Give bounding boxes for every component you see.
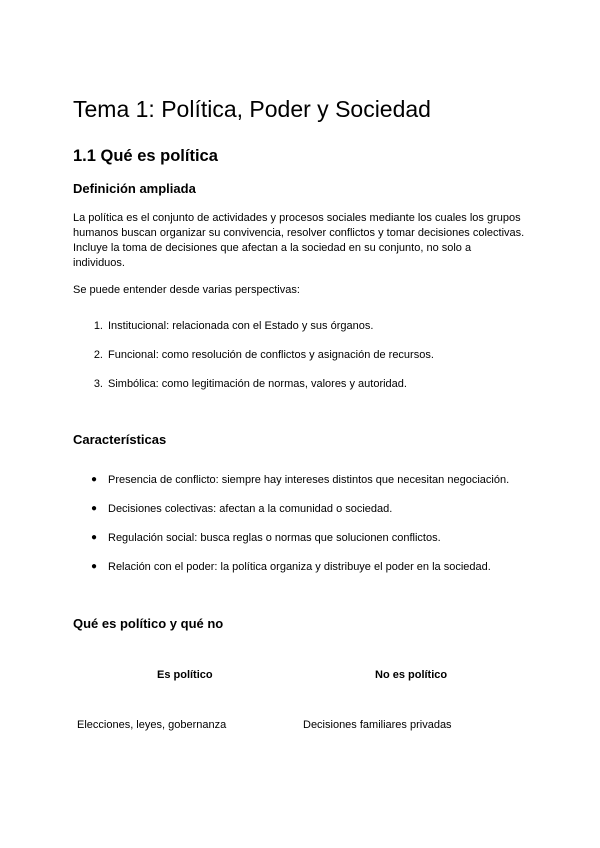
bullet-icon: ● xyxy=(91,532,98,543)
definition-heading: Definición ampliada xyxy=(73,181,196,196)
paragraph-line: humanos buscan organizar su convivencia, resolver conflictos y tomar decisiones colectivas. xyxy=(73,227,525,239)
comparison-heading: Qué es político y qué no xyxy=(73,616,224,631)
paragraph-line: individuos. xyxy=(73,257,125,269)
list-number: 2. xyxy=(93,349,103,361)
list-item-text: Presencia de conflicto: siempre hay intereses distintos que necesitan negociación. xyxy=(108,474,510,486)
perspectives-intro: Se puede entender desde varias perspectivas: xyxy=(73,284,300,296)
list-number: 3. xyxy=(93,378,103,390)
document-title: Tema 1: Política, Poder y Sociedad xyxy=(73,96,431,122)
table-cell-non-political: Decisiones familiares privadas xyxy=(303,719,452,731)
list-item-text: Institucional: relacionada con el Estado y sus órganos. xyxy=(108,320,374,332)
list-item-text: Decisiones colectivas: afectan a la comunidad o sociedad. xyxy=(108,503,393,515)
list-number: 1. xyxy=(93,320,103,332)
table-cell-political: Elecciones, leyes, gobernanza xyxy=(77,719,227,731)
list-item-text: Simbólica: como legitimación de normas, valores y autoridad. xyxy=(108,378,407,390)
list-item-text: Relación con el poder: la política organiza y distribuye el poder en la sociedad. xyxy=(108,561,491,573)
definition-paragraph xyxy=(73,211,543,271)
bullet-icon: ● xyxy=(91,503,98,514)
section-title: 1.1 Qué es política xyxy=(73,147,218,165)
paragraph-line: Incluye la toma de decisiones que afectan a la sociedad en su conjunto, no solo a xyxy=(73,242,472,254)
table-header-political: Es político xyxy=(157,669,213,681)
paragraph-line: La política es el conjunto de actividades y procesos sociales mediante los cuales los grupos xyxy=(73,212,521,224)
list-item-text: Regulación social: busca reglas o normas que solucionen conflictos. xyxy=(108,532,441,544)
list-item-text: Funcional: como resolución de conflictos y asignación de recursos. xyxy=(108,349,434,361)
bullet-icon: ● xyxy=(91,474,98,485)
table-header-non-political: No es político xyxy=(375,669,448,681)
bullet-icon: ● xyxy=(91,561,98,572)
characteristics-heading: Características xyxy=(73,432,167,447)
